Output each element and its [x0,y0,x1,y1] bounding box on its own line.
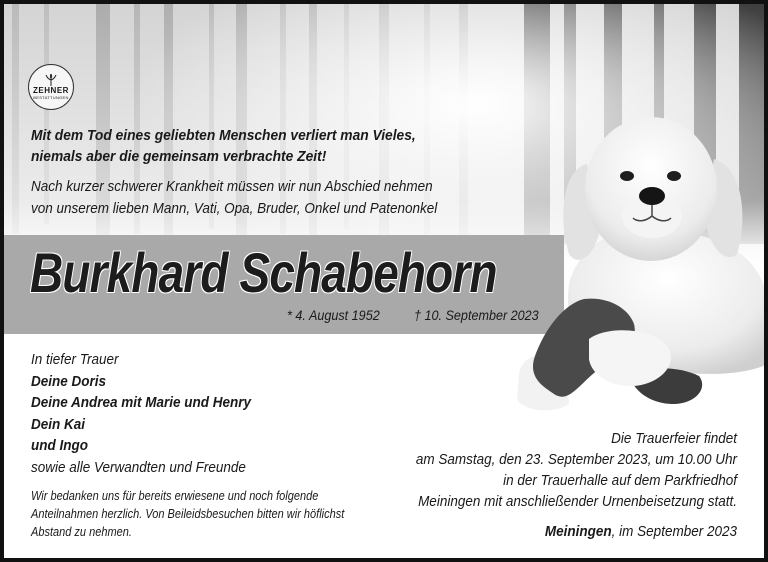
intro-quote-line: Mit dem Tod eines geliebten Menschen verliert man Vieles, [31,127,416,144]
mourners-closing: sowie alle Verwandten und Freunde [31,458,246,476]
intro-text [31,176,436,220]
intro-text-line: Nach kurzer schwerer Krankheit müssen wir nun Abschied nehmen [31,178,433,195]
deceased-name: Burkhard Schabehorn [30,241,497,304]
thanks-note [31,487,365,541]
mourner-name: und Ingo [31,437,88,454]
dog-image [509,104,768,424]
mourner-name: Deine Andrea mit Marie und Henry [31,394,252,411]
mourners-intro: In tiefer Trauer [31,351,119,368]
place-city: Meiningen [544,523,612,540]
funeral-line: Meiningen mit anschließender Urnenbeisetzung statt. [418,493,737,510]
intro-text-line: von unserem lieben Mann, Vati, Opa, Bruder, Onkel und Patenonkel [31,200,438,217]
funeral-home-logo [28,64,74,110]
funeral-line: am Samstag, den 23. September 2023, um 10.00 Uhr [415,451,737,468]
thanks-line: Anteilnahmen herzlich. Von Beileidsbesuchen bitten wir höflichst [31,507,345,521]
mourner-name: Dein Kai [31,415,86,433]
intro-quote-line: niemals aber die gemeinsam verbrachte Zeit! [31,148,327,165]
place-date [467,522,737,542]
funeral-line: Die Trauerfeier findet [611,430,737,447]
mourners-list [31,349,265,478]
logo-subtitle: BESTATTUNGEN [33,95,69,100]
place-date-text: , im September 2023 [611,523,737,540]
death-date: † 10. September 2023 [414,307,539,323]
thanks-line: Wir bedanken uns für bereits erwiesene und noch folgende [31,489,319,503]
plant-icon [44,74,58,86]
thanks-line: Abstand zu nehmen. [31,525,132,539]
logo-name: ZEHNER [33,86,69,95]
intro-quote [31,125,416,167]
birth-date: * 4. August 1952 [287,307,380,323]
funeral-line: in der Trauerhalle auf dem Parkfriedhof [503,472,737,489]
funeral-info [413,428,737,512]
mourner-name: Deine Doris [31,372,107,390]
